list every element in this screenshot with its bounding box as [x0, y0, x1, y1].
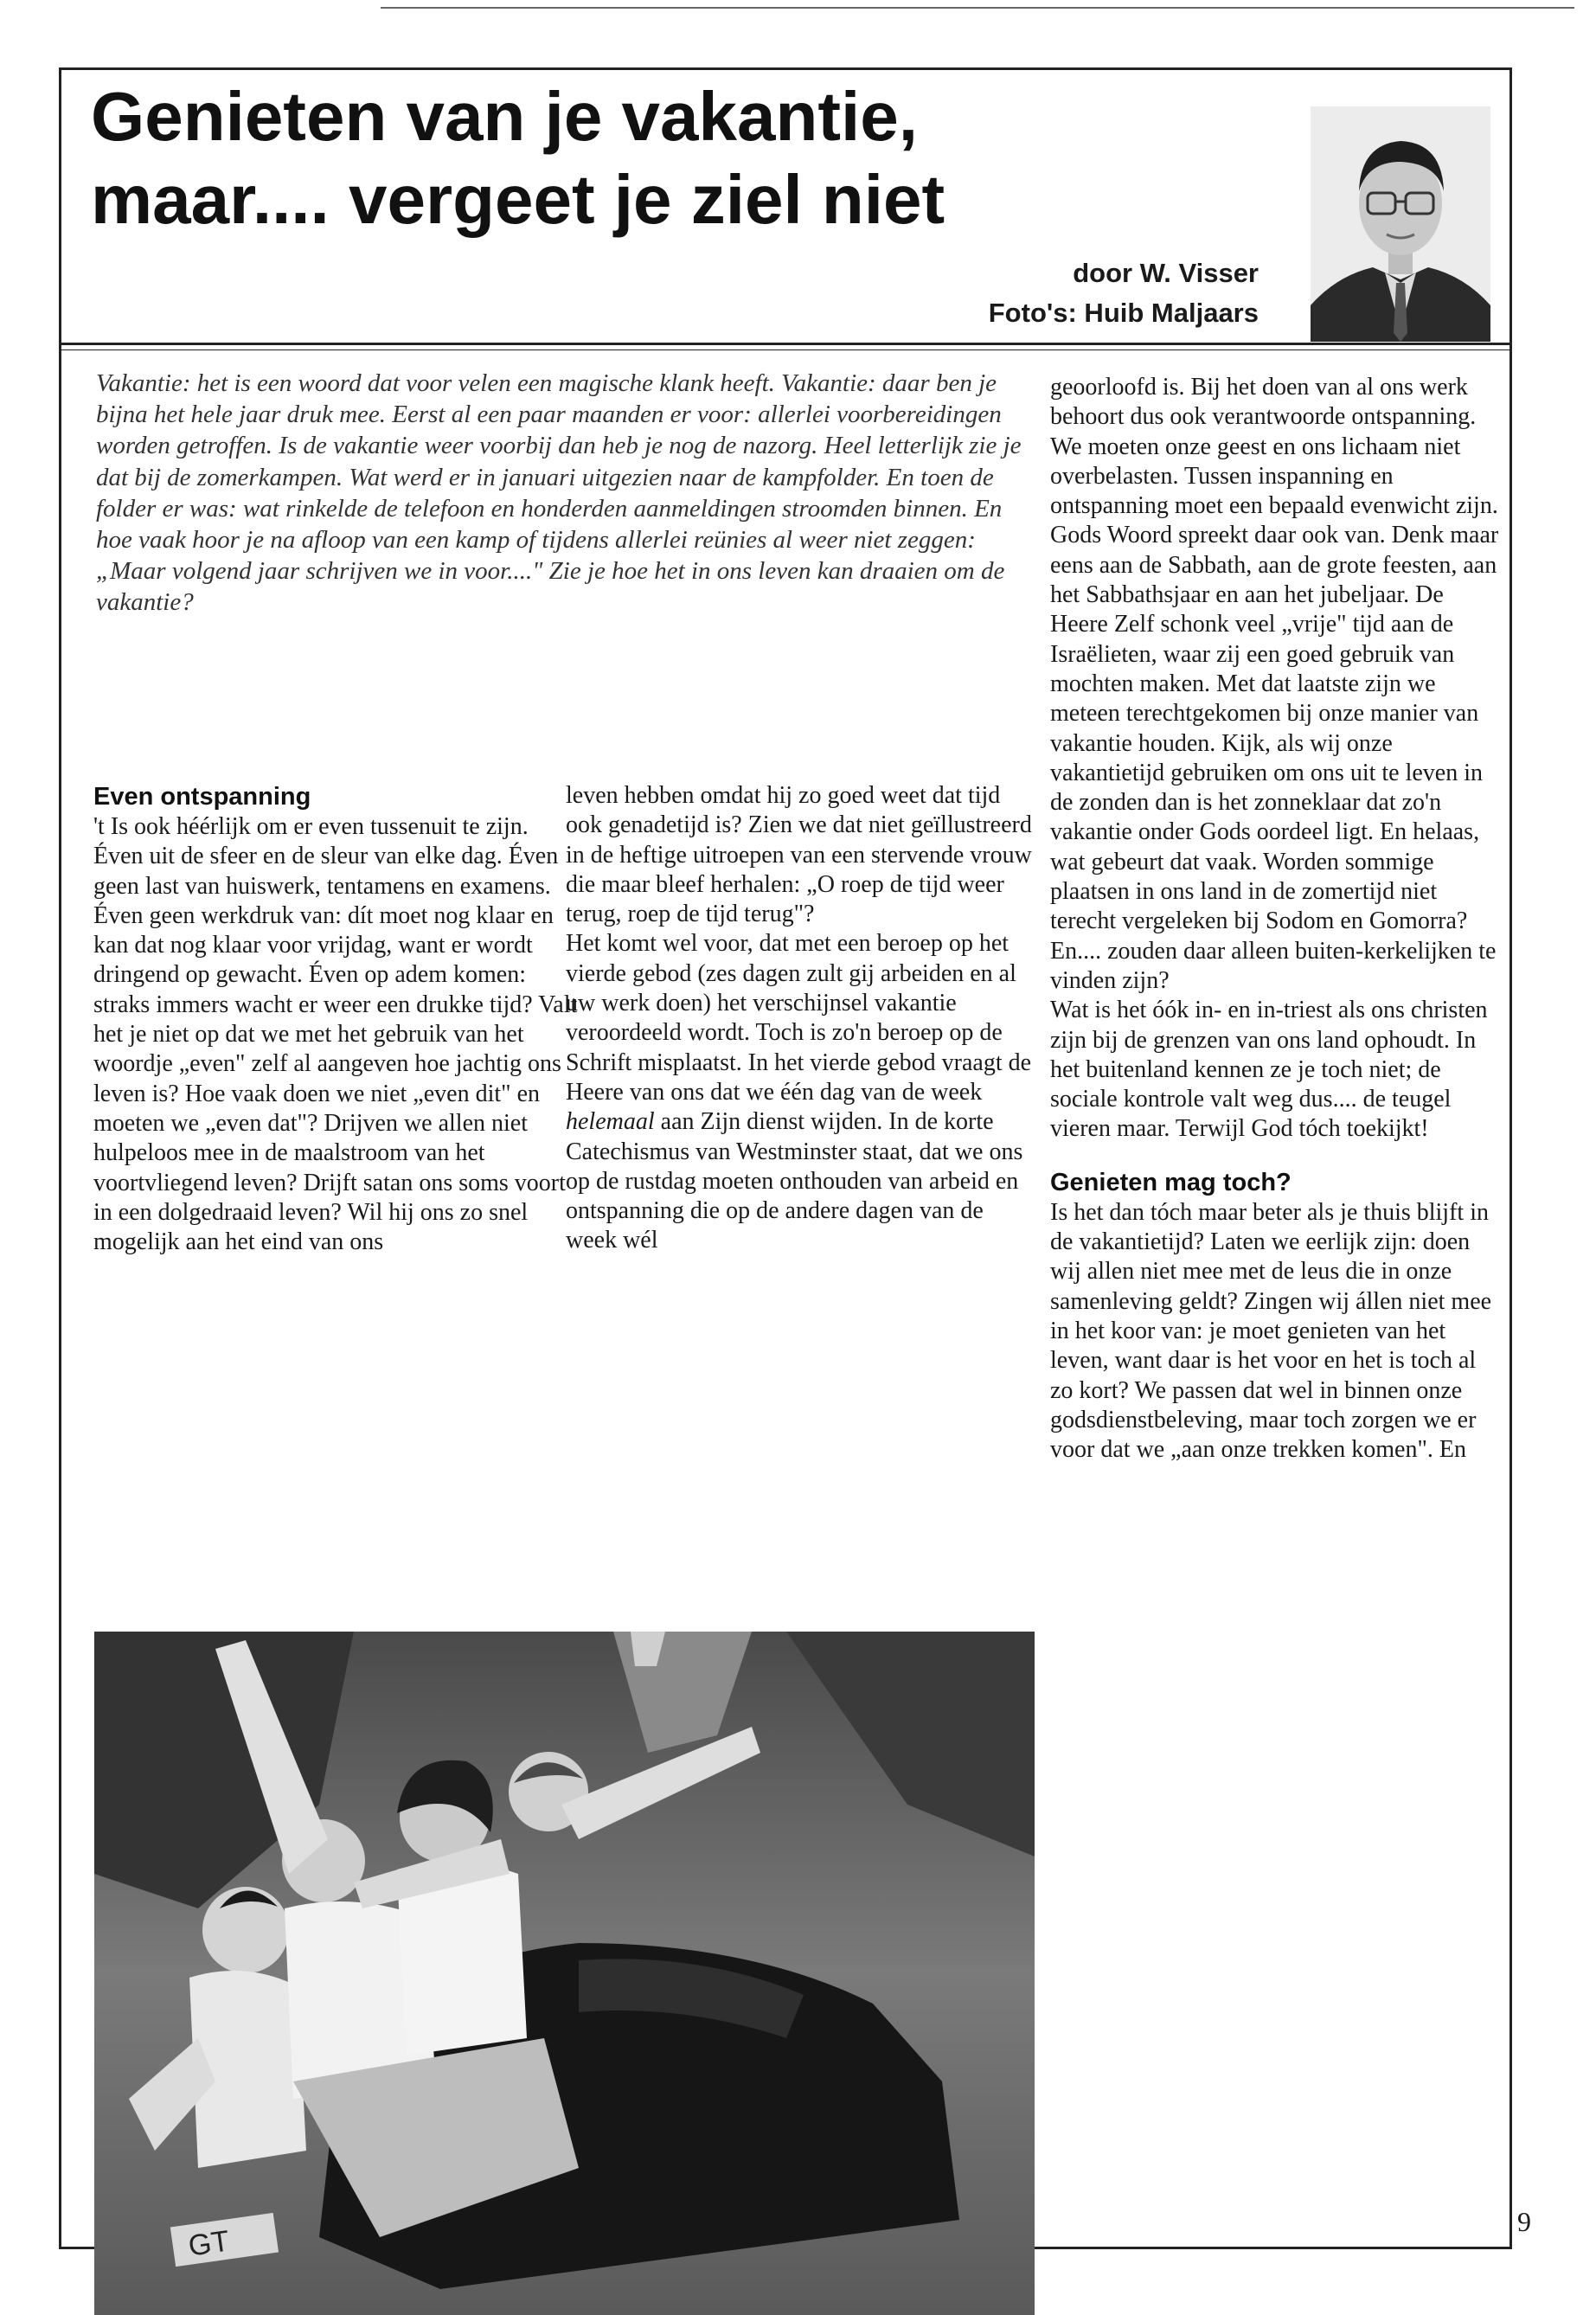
body-text: leven hebben omdat hij zo goed weet dat tijd ook genadetijd is? Zien we dat niet geïllustreerd in de heftige uitroepen van een stervende vrouw die maar bleef herhalen: „O roep de tijd weer terug, roep de tijd terug"?: [566, 782, 1032, 928]
article-header: [61, 70, 1509, 349]
body-text-part: aan Zijn dienst wijden. In de korte Catechismus van Westminster staat, dat we ons op de rustdag moeten onthouden van arbeid en ontspanning die op de andere dagen van de week wél: [566, 1108, 1023, 1254]
photo-credit: Foto's: Huib Maljaars: [988, 298, 1259, 328]
title-line-1: Genieten van je vakantie,: [91, 78, 918, 155]
column-right: [1050, 373, 1500, 1465]
intro-paragraph: Vakantie: het is een woord dat voor velen een magische klank heeft. Vakantie: daar ben je bijna het hele jaar druk mee. Eerst al een paar maanden er voor: allerlei voorbereidingen worden getroffen. Is de vakantie weer voorbij dan heb je nog de nazorg. Heel letterlijk zie je dat bij de zomerkampen. Wat werd er in januari uitgezien naar de kampfolder. En toen de folder er was: wat rinkelde de telefoon en honderden aanmeldingen stroomden binnen. En hoe vaak hoor je na afloop van een kamp of tijdens allerlei reünies al weer niet zeggen: „Maar volgend jaar schrijven we in voor...." Zie je hoe het in ons leven kan draaien om de vakantie?: [96, 369, 1022, 617]
car-plate: GT: [186, 2224, 232, 2263]
group-photo: [94, 1632, 1035, 2315]
header-rule-thick: [61, 343, 1509, 345]
top-rule: [381, 7, 1574, 9]
article-frame: [59, 67, 1512, 2263]
author-portrait-image: [1311, 106, 1490, 342]
title-line-2: maar.... vergeet je ziel niet: [91, 161, 945, 238]
header-rule-thin: [61, 349, 1509, 350]
body-text: geoorloofd is. Bij het doen van al ons werk behoort dus ook verantwoorde ontspanning. We moeten onze geest en ons lichaam niet overbelasten. Tussen inspanning en ontspanning moet een bepaald evenwicht zijn. Gods Woord spreekt daar ook van. Denk maar eens aan de Sabbath, aan de grote feesten, aan het Sabbathsjaar en aan het jubeljaar. De Heere Zelf schonk veel „vrije" tijd aan de Israëlieten, waar zij een goed gebruik van mochten maken. Met dat laatste zijn we meteen terechtgekomen bij onze manier van vakantie houden. Kijk, als wij onze vakantietijd gebruiken om ons uit te leven in de zonden dan is het zonneklaar dat zo'n vakantie onder Gods oordeel ligt. En helaas, wat gebeurt dat vaak. Worden sommige plaatsen in ons land in de zomertijd niet terecht vergeleken bij Sodom en Gomorra? En.... zouden daar alleen buiten-kerkelijken te vinden zijn?: [1050, 374, 1499, 994]
column-middle: [566, 781, 1037, 1256]
body-text: 't Is ook héérlijk om er even tussenuit te zijn. Éven uit de sfeer en de sleur van elke dag. Éven geen last van huiswerk, tentamens en examens. Éven geen werkdruk van: dít moet nog klaar en kan dat nog klaar voor vrijdag, want er wordt dringend op gewacht. Éven op adem komen: straks immers wacht er weer een drukke tijd? Valt het je niet op dat we met het gebruik van het woordje „even" zelf al aangeven hoe jachtig ons leven is? Hoe vaak doen we niet „even dit" en moeten we „even dat"? Drijven we allen niet hulpeloos mee in de maalstroom van het voortvliegend leven? Drijft satan ons soms voort in een dolgedraaid leven? Wil hij ons zo snel mogelijk aan het eind van ons: [93, 813, 578, 1256]
body-text: Wat is het óók in- en in-triest als ons christen zijn bij de grenzen van ons land ophoudt. In het buitenland kennen ze je toch niet; de sociale kontrole valt weg dus.... de teugel vieren maar. Terwijl God tóch toekijkt!: [1050, 997, 1488, 1143]
article-title: [91, 75, 945, 241]
group-photo-image: [94, 1632, 1035, 2315]
emphasis-text: helemaal: [566, 1108, 655, 1136]
byline: [989, 253, 1259, 333]
body-text: Is het dan tóch maar beter als je thuis blijft in de vakantietijd? Laten we eerlijk zijn: doen wij allen niet mee met de leus die in onze samenleving geldt? Zingen wij állen niet mee in het koor van: je moet genieten van het leven, want daar is het voor en het is toch al zo kort? We passen dat wel in binnen onze godsdienstbeleving, maar toch zorgen we er voor dat we „aan onze trekken komen". En: [1050, 1198, 1492, 1464]
page-number: 9: [1517, 2206, 1531, 2237]
author: door W. Visser: [1073, 258, 1259, 288]
section-heading-even-ontspanning: Even ontspanning: [93, 783, 311, 811]
body-text-part: Het komt wel voor, dat met een beroep op het vierde gebod (zes dagen zult gij arbeiden en al uw werk doen) het verschijnsel vakantie veroordeeld wordt. Toch is zo'n beroep op de Schrift misplaatst. In het vierde gebod vraagt de Heere van ons dat we één dag van de week: [566, 930, 1032, 1106]
section-heading-genieten-mag-toch: Genieten mag toch?: [1050, 1168, 1292, 1196]
body-text: [566, 929, 1037, 1255]
author-portrait: [1311, 106, 1490, 342]
column-left: [93, 781, 578, 1257]
